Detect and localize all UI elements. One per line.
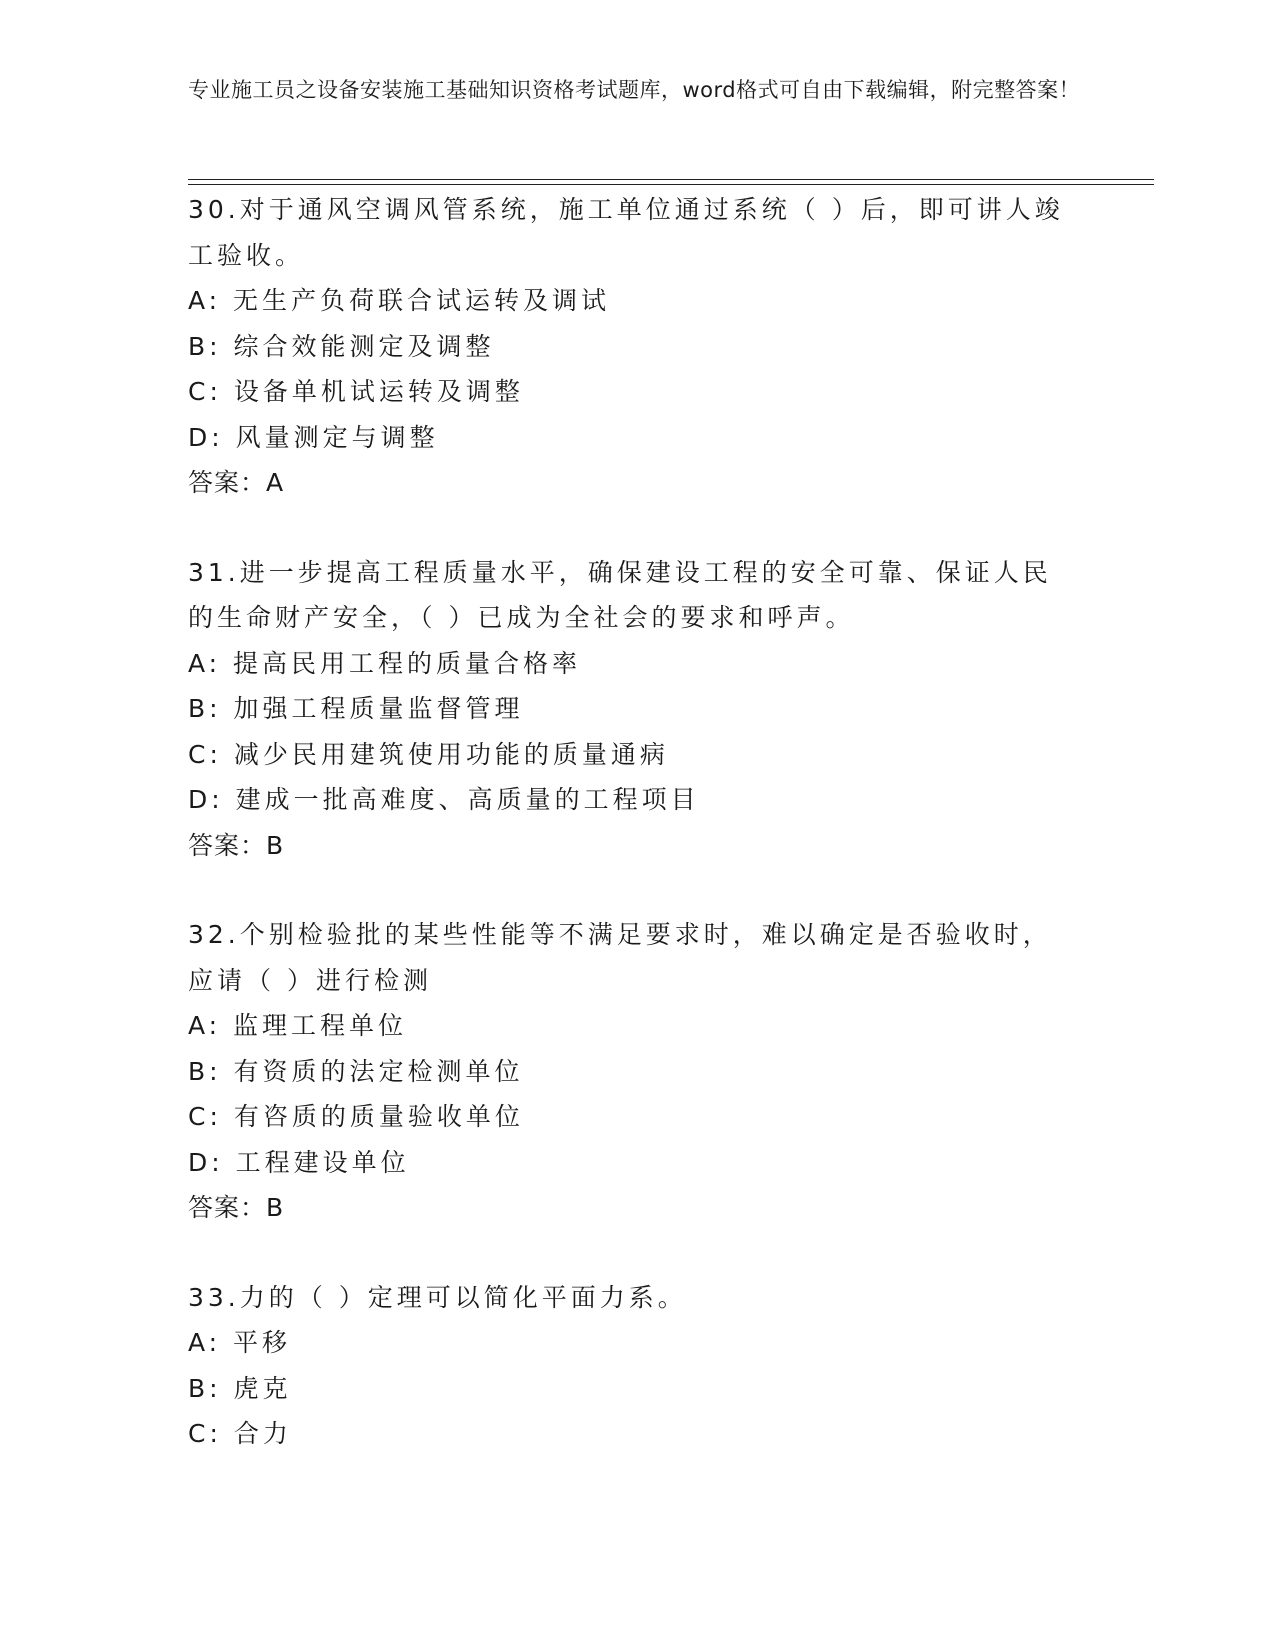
option-a: A: 无生产负荷联合试运转及调试 <box>188 286 611 315</box>
question-block <box>188 187 1088 506</box>
option-d: D: 风量测定与调整 <box>188 422 439 452</box>
option-b: B: 虎克 <box>188 1373 292 1403</box>
answer-value: B <box>266 830 285 860</box>
question-stem: 32.个别检验批的某些性能等不满足要求时，难以确定是否验收时，应请（ ）进行检测 <box>188 920 1052 995</box>
question-block <box>188 912 1088 1231</box>
question-stem: 30.对于通风空调风管系统，施工单位通过系统（ ）后，即可讲人竣工验收。 <box>188 195 1064 270</box>
option-b: B: 有资质的法定检测单位 <box>188 1056 524 1086</box>
question-spacer <box>188 506 1088 550</box>
answer-value: B <box>266 1193 285 1222</box>
option-a: A: 提高民用工程的质量合格率 <box>188 648 582 678</box>
header-divider-bottom <box>188 184 1154 185</box>
option-a: A: 监理工程单位 <box>188 1011 408 1040</box>
answer-label: 答案： <box>188 830 267 860</box>
option-b: B: 综合效能测定及调整 <box>188 331 495 361</box>
answer-line <box>188 823 1088 869</box>
question-spacer <box>188 868 1088 912</box>
header-divider-top <box>188 179 1154 180</box>
answer-label: 答案： <box>188 1193 267 1222</box>
answer-line <box>188 1185 1088 1231</box>
answer-value: A <box>266 468 285 497</box>
question-stem: 31.进一步提高工程质量水平，确保建设工程的安全可靠、保证人民的生命财产安全，（ ）已成为全社会的要求和呼声。 <box>188 557 1052 632</box>
document-header: 专业施工员之设备安装施工基础知识资格考试题库，word格式可自由下载编辑，附完整答案！ <box>188 78 1081 102</box>
question-block <box>188 550 1088 869</box>
answer-line <box>188 460 1088 506</box>
option-c: C: 设备单机试运转及调整 <box>188 377 524 406</box>
answer-label: 答案： <box>188 468 267 497</box>
question-block <box>188 1275 1088 1457</box>
option-a: A: 平移 <box>188 1328 292 1357</box>
option-b: B: 加强工程质量监督管理 <box>188 694 524 723</box>
option-d: D: 工程建设单位 <box>188 1147 410 1177</box>
option-c: C: 有咨质的质量验收单位 <box>188 1102 524 1131</box>
question-list <box>188 187 1088 1457</box>
option-c: C: 减少民用建筑使用功能的质量通病 <box>188 739 669 769</box>
question-stem: 33.力的（ ）定理可以简化平面力系。 <box>188 1282 687 1312</box>
option-c: C: 合力 <box>188 1419 292 1448</box>
question-spacer <box>188 1231 1088 1275</box>
option-d: D: 建成一批高难度、高质量的工程项目 <box>188 785 700 814</box>
